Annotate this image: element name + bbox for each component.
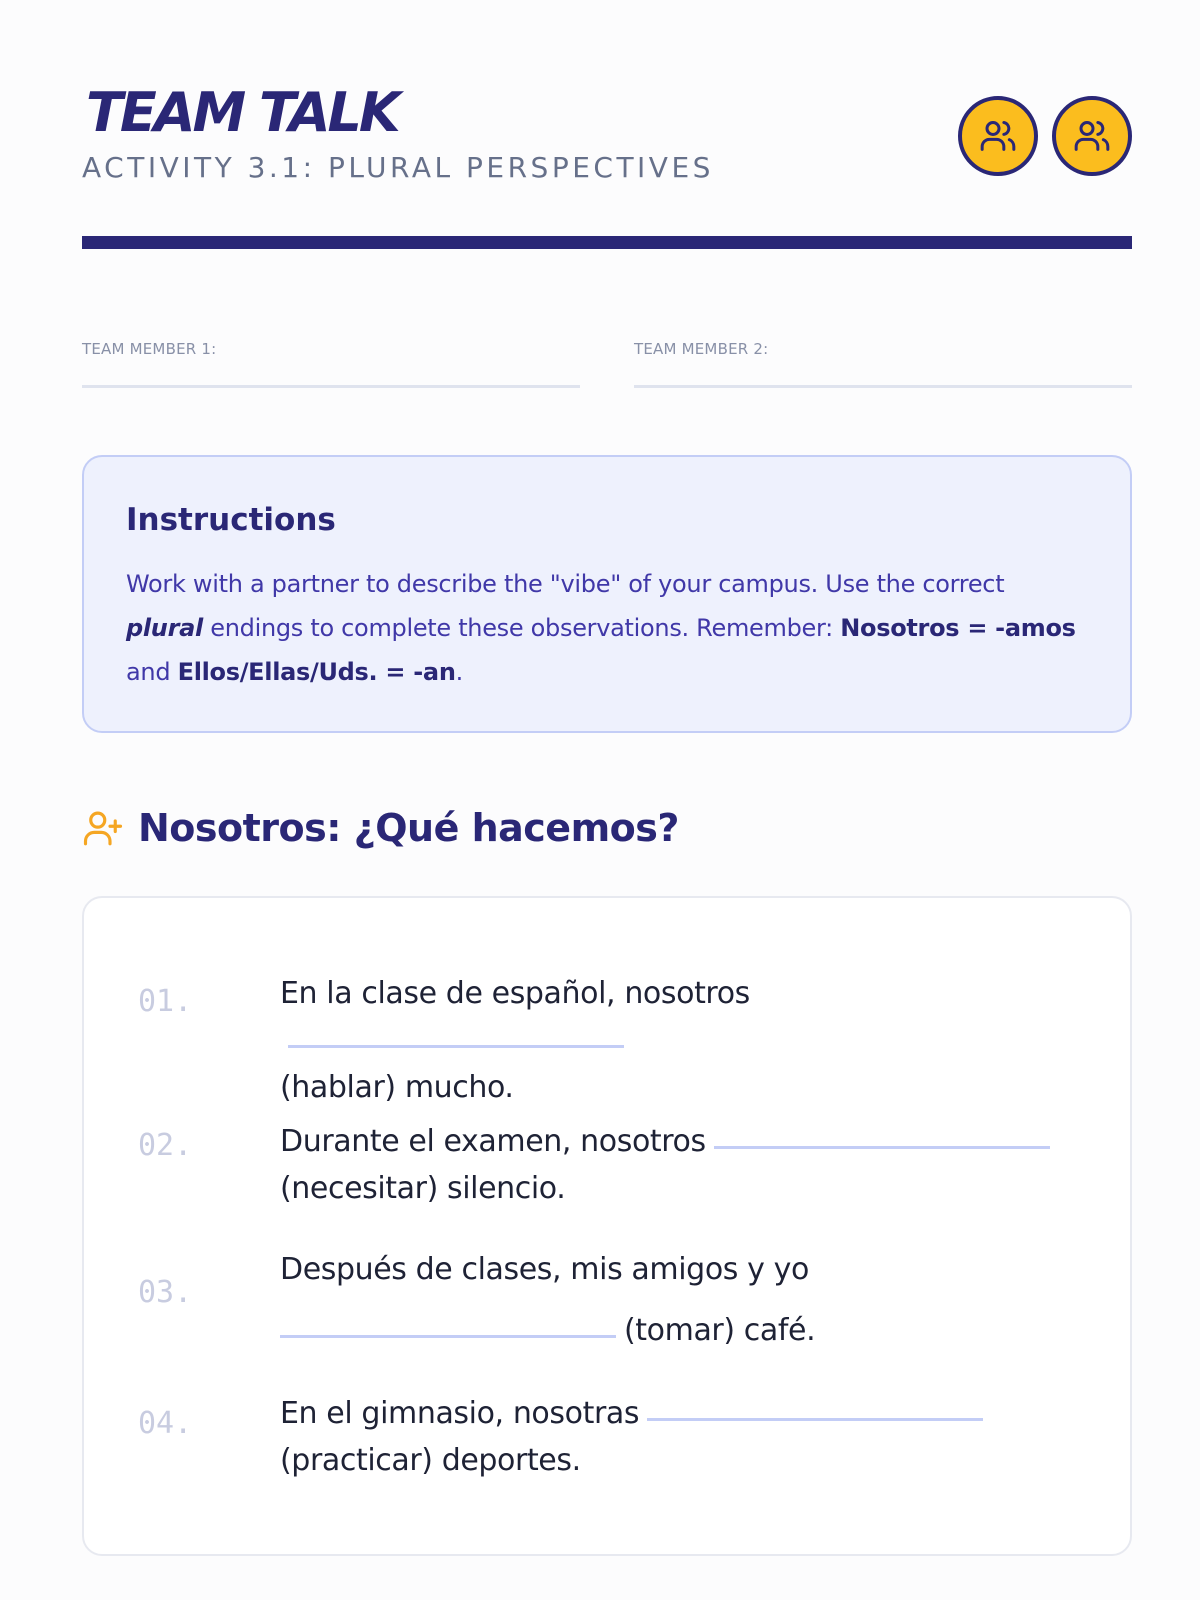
user-plus-icon xyxy=(82,807,124,849)
item-number: 02. xyxy=(138,1128,193,1163)
item-sentence xyxy=(280,1239,1100,1361)
team-member-2-label: TEAM MEMBER 2: xyxy=(634,340,769,358)
item-sentence xyxy=(280,1118,1100,1212)
answer-blank[interactable] xyxy=(714,1146,1050,1149)
nosotros-rule: Nosotros = -amos xyxy=(840,614,1076,642)
team-member-2-field[interactable] xyxy=(634,340,1132,388)
instructions-text-part: . xyxy=(455,658,463,686)
activity-subtitle: ACTIVITY 3.1: PLURAL PERSPECTIVES xyxy=(82,151,714,184)
avatar xyxy=(958,96,1038,176)
sentence-start: En la clase de español, nosotros xyxy=(280,976,750,1011)
worksheet-header xyxy=(82,80,1132,200)
instructions-box xyxy=(82,455,1132,733)
worksheet-page xyxy=(82,0,1132,1600)
answer-blank[interactable] xyxy=(647,1418,983,1421)
instructions-emphasis: plural xyxy=(126,614,203,642)
team-member-1-label: TEAM MEMBER 1: xyxy=(82,340,217,358)
users-icon xyxy=(978,116,1018,156)
sentence-start: En el gimnasio, nosotras xyxy=(280,1396,640,1431)
answer-blank[interactable] xyxy=(280,1335,616,1338)
sentence-end: (necesitar) silencio. xyxy=(280,1171,566,1206)
worksheet-title: TEAM TALK xyxy=(86,81,398,144)
sentence-end: (practicar) deportes. xyxy=(280,1443,581,1478)
instructions-text xyxy=(126,562,1088,694)
avatar xyxy=(1052,96,1132,176)
instructions-text-part: and xyxy=(126,658,178,686)
ellos-rule: Ellos/Ellas/Uds. = -an xyxy=(177,658,456,686)
exercise-card xyxy=(82,896,1132,1556)
item-number: 04. xyxy=(138,1406,193,1441)
instructions-heading: Instructions xyxy=(126,502,336,538)
team-avatars xyxy=(958,96,1132,176)
team-member-1-field[interactable] xyxy=(82,340,580,388)
item-sentence xyxy=(280,1390,1100,1484)
section-heading: Nosotros: ¿Qué hacemos? xyxy=(138,806,679,850)
header-divider xyxy=(82,236,1132,249)
sentence-start: Después de clases, mis amigos y yo xyxy=(280,1252,809,1287)
item-number: 01. xyxy=(138,984,193,1019)
sentence-end: (tomar) café. xyxy=(624,1313,816,1348)
sentence-start: Durante el examen, nosotros xyxy=(280,1124,706,1159)
answer-blank[interactable] xyxy=(288,1045,624,1048)
instructions-text-part: Work with a partner to describe the "vibe" of your campus. Use the correct xyxy=(126,570,1005,598)
item-number: 03. xyxy=(138,1275,193,1310)
users-icon xyxy=(1072,116,1112,156)
item-sentence xyxy=(280,970,1100,1111)
sentence-end: (hablar) mucho. xyxy=(280,1070,514,1105)
instructions-text-part: endings to complete these observations. Remember: xyxy=(202,614,841,642)
section-header xyxy=(82,800,679,856)
